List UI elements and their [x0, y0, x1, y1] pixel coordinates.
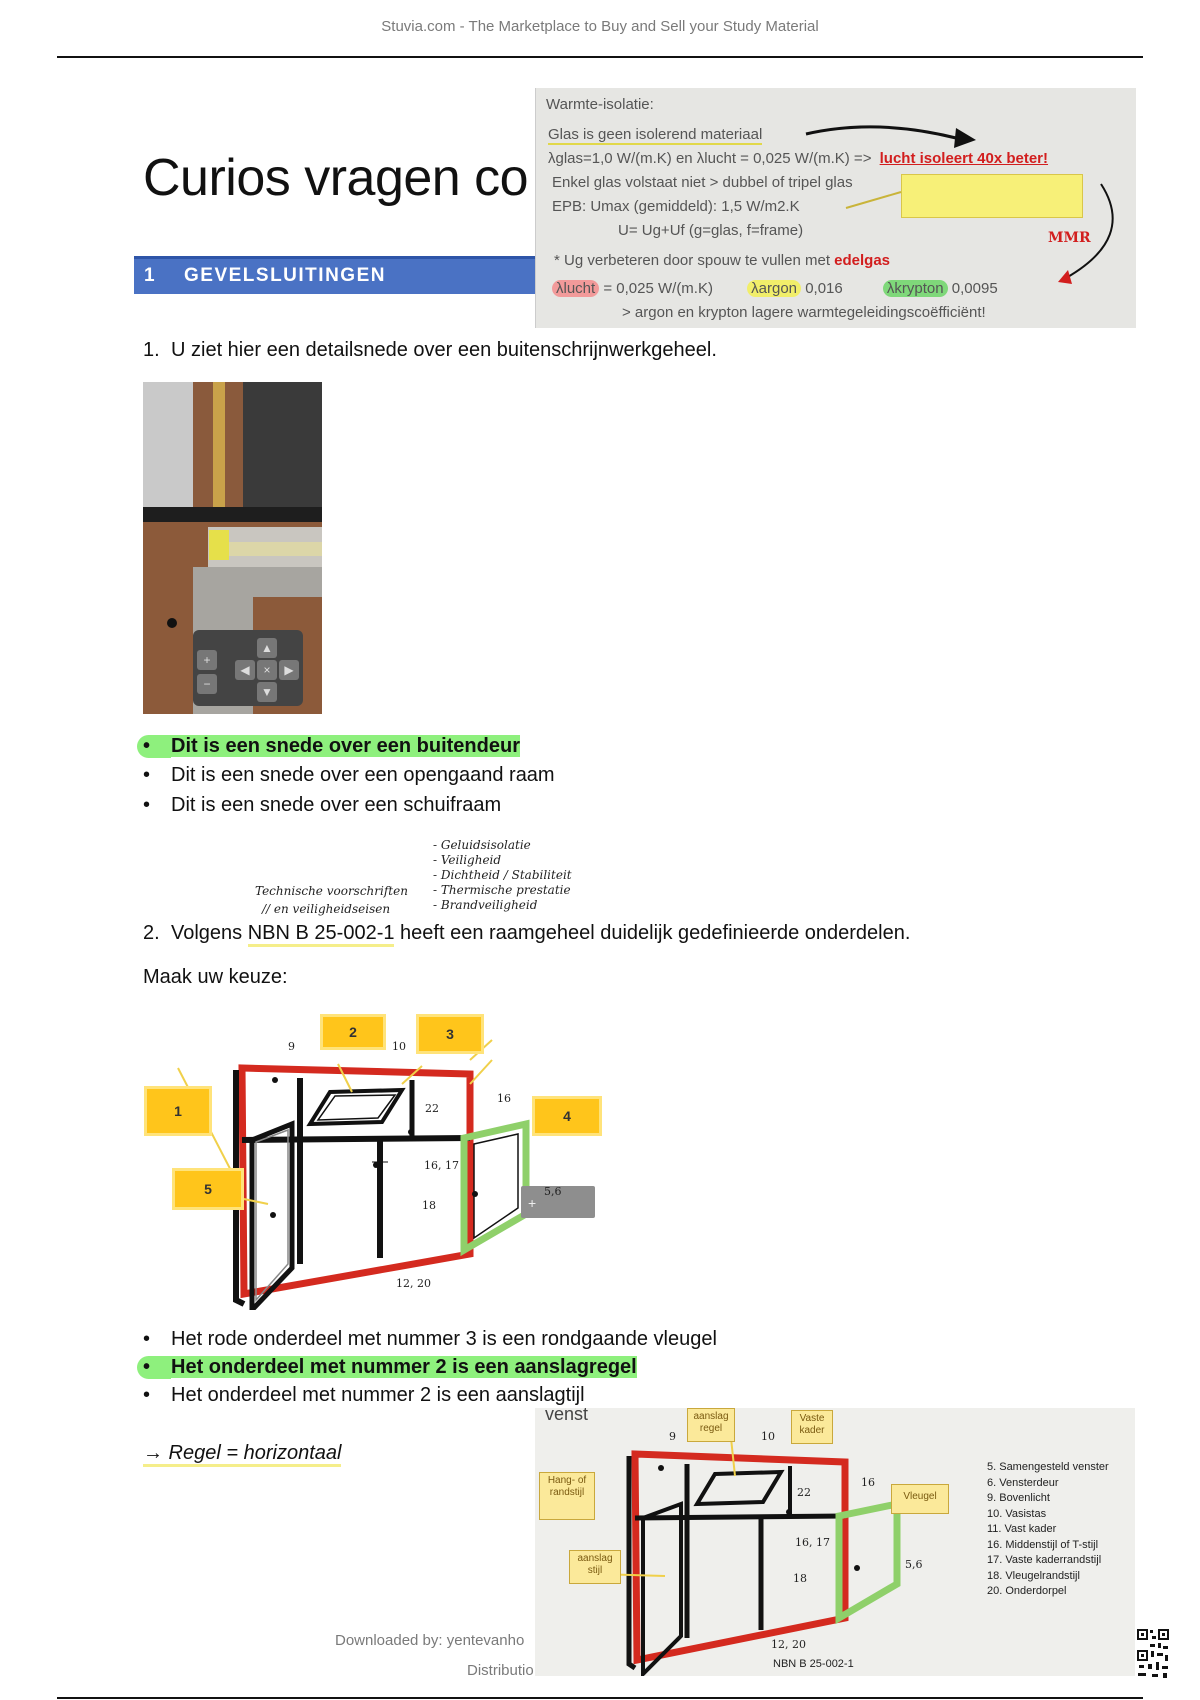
legend-item: 18. Vleugelrandstijl	[987, 1569, 1080, 1582]
photo-number: 10	[761, 1430, 775, 1443]
legend-item: 6. Vensterdeur	[987, 1476, 1059, 1489]
question-1-number: 1.	[143, 339, 160, 361]
pan-down-button[interactable]: ▼	[257, 682, 277, 702]
photo-number: 9	[669, 1430, 676, 1443]
question-2-instruction: Maak uw keuze:	[143, 966, 288, 988]
handwriting-list	[433, 838, 572, 913]
legend-item: 5. Samengesteld venster	[987, 1461, 1109, 1473]
photo-label: Vleugel	[891, 1484, 949, 1514]
footer-rule	[57, 1697, 1143, 1699]
legend-item: 11. Vast kader	[987, 1523, 1057, 1535]
krypton-label: λkrypton	[883, 280, 948, 297]
legend-item: 17. Vaste kaderrandstijl	[987, 1554, 1102, 1566]
diagram-number: 5,6	[544, 1185, 562, 1198]
lucht-label: λlucht	[552, 280, 599, 297]
q1-option-correct[interactable]: • Dit is een snede over een buitendeur	[143, 735, 520, 758]
diagram-number: 16, 17	[424, 1159, 459, 1172]
section-heading	[134, 256, 554, 294]
note-mmr: MMR	[1048, 230, 1091, 246]
photo-number: 12, 20	[771, 1638, 806, 1651]
section-number: 1	[144, 265, 157, 286]
q1-option-1-text: Dit is een snede over een buitendeur	[171, 735, 520, 757]
photo-label: Vaste kader	[791, 1410, 833, 1444]
handwriting-item: - Veiligheid	[433, 853, 502, 867]
pan-left-button[interactable]: ◀	[235, 660, 255, 680]
window-frame-diagram	[140, 1010, 610, 1310]
question-2-norm: NBN B 25-002-1	[248, 922, 395, 947]
note-line-2-conclusion: lucht isoleert 40x beter!	[879, 150, 1049, 167]
diagram-tag-1: 1	[144, 1086, 212, 1136]
legend-item: 9. Bovenlicht	[987, 1492, 1050, 1504]
q1-option-3-text: Dit is een snede over een schuifraam	[171, 794, 502, 816]
note-heading: Warmte-isolatie:	[546, 96, 654, 113]
section-label: GEVELSLUITINGEN	[184, 265, 386, 286]
note-line-6-text: * Ug verbeteren door spouw te vullen met	[554, 252, 830, 269]
diagram-number: 18	[422, 1199, 436, 1212]
diagram-tag-3: 3	[416, 1014, 484, 1054]
diagram-number: 16	[497, 1092, 511, 1105]
footer-distribution: Distributio	[467, 1662, 534, 1679]
header-rule	[57, 56, 1143, 58]
q1-option[interactable]: • Dit is een snede over een opengaand raam	[143, 764, 555, 786]
note-line-6-edelgas: edelgas	[834, 252, 891, 269]
diagram-tag-5: 5	[172, 1168, 244, 1210]
q1-option-2-text: Dit is een snede over een opengaand raam	[171, 764, 555, 786]
note-arrows	[536, 88, 1136, 328]
diagram-number: 10	[392, 1040, 406, 1053]
q2-option-3-text: Het onderdeel met nummer 2 is een aanslagtijl	[171, 1384, 585, 1406]
viewer-nav-pad	[193, 630, 303, 706]
note-line-4: EPB: Umax (gemiddeld): 1,5 W/m2.K	[552, 198, 800, 215]
handwriting-item: - Thermische prestatie	[433, 883, 571, 897]
diagram-number: 22	[425, 1102, 439, 1115]
question-2	[143, 922, 910, 945]
q2-option-correct[interactable]: • Het onderdeel met nummer 2 is een aanslagregel	[143, 1356, 637, 1379]
photo-label: Hang- of randstijl	[539, 1472, 595, 1520]
zoom-in-button[interactable]: +	[197, 650, 217, 670]
note-line-8: > argon en krypton lagere warmtegeleidingscoëfficiënt!	[622, 304, 986, 321]
lucht-value: = 0,025 W/(m.K)	[603, 280, 713, 297]
svg-text:+: +	[528, 1195, 537, 1211]
annotated-diagram-photo	[535, 1408, 1135, 1676]
page-title: Curios vragen co	[143, 149, 529, 207]
legend-item: 20. Onderdorpel	[987, 1585, 1067, 1597]
photo-label: aanslag stijl	[569, 1550, 621, 1584]
qr-code-icon	[1136, 1628, 1170, 1680]
page-header-text: Stuvia.com - The Marketplace to Buy and Sell your Study Material	[381, 18, 819, 35]
photo-cut-text: venst	[545, 1408, 589, 1424]
photo-legend	[987, 1460, 1109, 1600]
q2-note	[143, 1442, 341, 1465]
legend-item: 10. Vasistas	[987, 1507, 1047, 1520]
detail-section-image	[143, 382, 322, 714]
diagram-number: 12, 20	[396, 1277, 431, 1290]
pan-right-button[interactable]: ▶	[279, 660, 299, 680]
handwriting-item: - Brandveiligheid	[433, 898, 538, 912]
diagram-tag-4: 4	[532, 1096, 602, 1136]
footer-downloaded-by: Downloaded by: yentevanho	[335, 1632, 525, 1649]
q1-option[interactable]: • Dit is een snede over een schuifraam	[143, 794, 502, 816]
photo-label: aanslag regel	[687, 1408, 735, 1442]
question-2-text-post: heeft een raamgeheel duidelijk gedefinieerde onderdelen.	[400, 922, 911, 944]
q2-option-2-text: Het onderdeel met nummer 2 is een aanslagregel	[171, 1356, 637, 1378]
note-line-3: Enkel glas volstaat niet > dubbel of tripel glas	[552, 174, 853, 191]
photo-number: 22	[797, 1486, 811, 1499]
q2-option[interactable]: • Het onderdeel met nummer 2 is een aanslagtijl	[143, 1384, 585, 1406]
zoom-out-button[interactable]: −	[197, 674, 217, 694]
pan-up-button[interactable]: ▲	[257, 638, 277, 658]
handwriting-left-line-2: // en veiligheidseisen	[262, 902, 391, 916]
handwriting-left-line-1: Technische voorschriften	[255, 884, 408, 898]
diagram-tag-2: 2	[320, 1014, 386, 1050]
question-2-number: 2.	[143, 922, 160, 944]
q2-option-1-text: Het rode onderdeel met nummer 3 is een rondgaande vleugel	[171, 1328, 717, 1350]
question-1	[143, 339, 717, 362]
note-line-5: U= Ug+Uf (g=glas, f=frame)	[618, 222, 804, 239]
photo-caption: NBN B 25-002-1	[773, 1658, 854, 1670]
photo-number: 5,6	[905, 1558, 923, 1571]
photo-number: 18	[793, 1572, 807, 1585]
question-2-text-pre: Volgens	[171, 922, 243, 944]
note-line-1: Glas is geen isolerend materiaal	[548, 126, 763, 143]
q2-option[interactable]: • Het rode onderdeel met nummer 3 is een rondgaande vleugel	[143, 1328, 717, 1350]
handwriting-item: - Dichtheid / Stabiliteit	[433, 868, 572, 882]
reset-view-button[interactable]: ×	[257, 660, 277, 680]
insulation-note-photo	[535, 88, 1136, 328]
handwriting-item: - Geluidsisolatie	[433, 838, 531, 852]
photo-number: 16, 17	[795, 1536, 830, 1549]
photo-number: 16	[861, 1476, 875, 1489]
note-line-2-formula: λglas=1,0 W/(m.K) en λlucht = 0,025 W/(m.K) =>	[548, 150, 872, 167]
diagram-number: 9	[288, 1040, 295, 1053]
argon-value: 0,016	[805, 280, 843, 297]
argon-label: λargon	[747, 280, 801, 297]
question-1-text: U ziet hier een detailsnede over een buitenschrijnwerkgeheel.	[171, 339, 717, 361]
legend-item: 16. Middenstijl of T-stijl	[987, 1538, 1099, 1551]
krypton-value: 0,0095	[951, 280, 998, 297]
q2-note-text: → Regel = horizontaal	[143, 1442, 341, 1467]
